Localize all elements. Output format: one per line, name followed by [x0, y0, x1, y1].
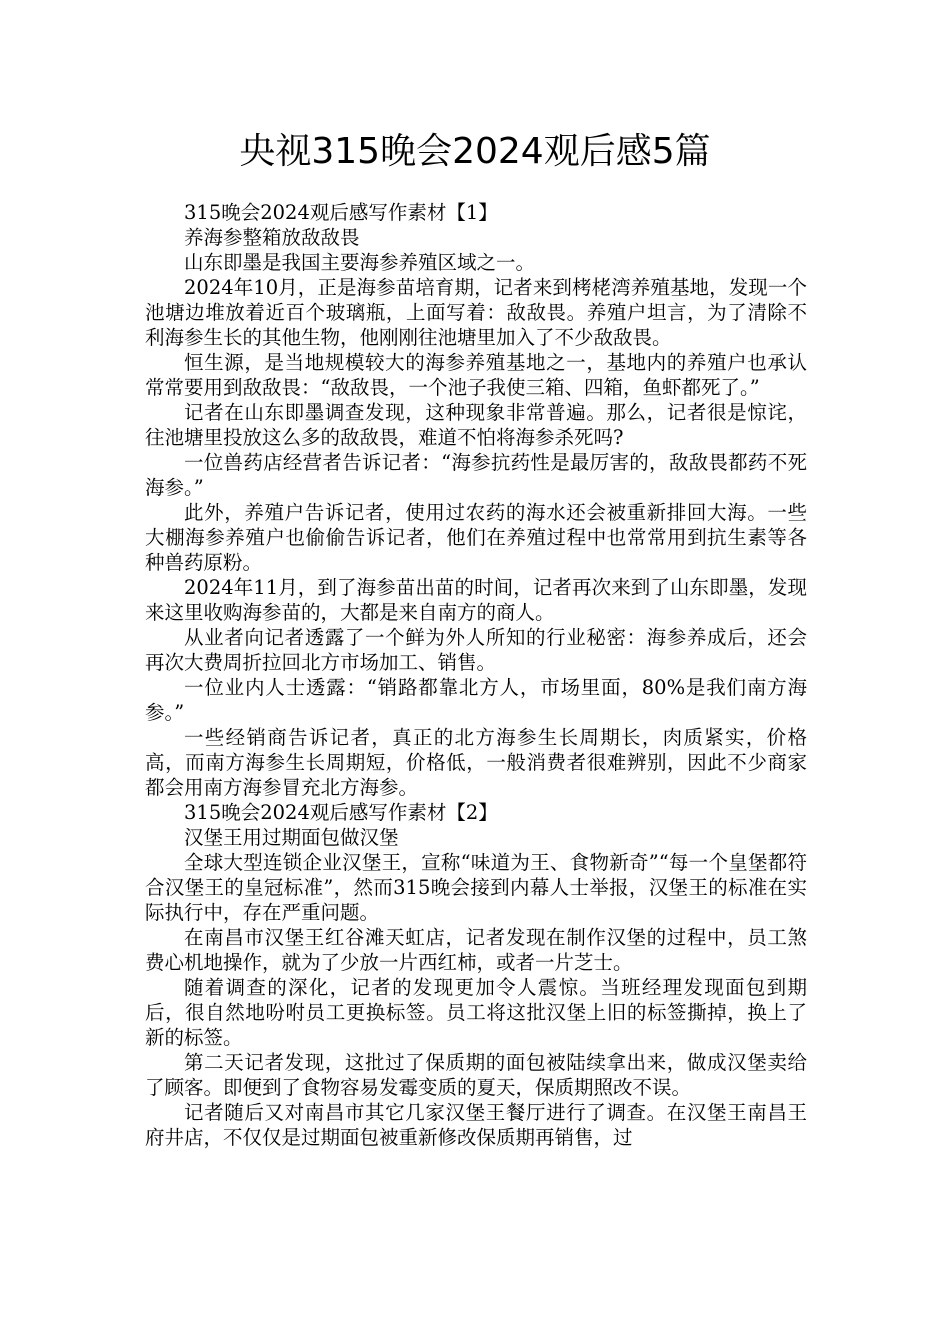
article-subtitle: 养海参整箱放敌敌畏: [184, 226, 360, 249]
paragraph: 一位兽药店经营者告诉记者：“海参抗药性是最厉害的，敌敌畏都药不死海参。”: [145, 451, 807, 499]
paragraph: 记者在山东即墨调查发现，这种现象非常普遍。那么，记者很是惊诧，往池塘里投放这么多的敌敌畏，难道不怕将海参杀死吗?: [145, 401, 807, 449]
paragraph: 山东即墨是我国主要海参养殖区域之一。: [184, 251, 536, 274]
paragraph: 全球大型连锁企业汉堡王，宣称“味道为王、食物新奇”“每一个皇堡都符合汉堡王的皇冠标准”，然而315晚会接到内幕人士举报，汉堡王的标准在实际执行中，存在严重问题。: [145, 851, 807, 924]
article-subtitle: 汉堡王用过期面包做汉堡: [184, 826, 399, 849]
paragraph: 恒生源，是当地规模较大的海参养殖基地之一，基地内的养殖户也承认常常要用到敌敌畏：“敌敌畏，一个池子我使三箱、四箱，鱼虾都死了。”: [145, 351, 807, 399]
section-heading: 315晚会2024观后感写作素材【1】: [184, 201, 498, 224]
paragraph: 2024年10月，正是海参苗培育期，记者来到栲栳湾养殖基地，发现一个池塘边堆放着近百个玻璃瓶，上面写着：敌敌畏。养殖户坦言，为了清除不利海参生长的其他生物，他刚刚往池塘里加入了不少敌敌畏。: [145, 276, 807, 349]
paragraph: 在南昌市汉堡王红谷滩天虹店，记者发现在制作汉堡的过程中，员工煞费心机地操作，就为了少放一片西红柿，或者一片芝士。: [145, 926, 807, 974]
paragraph: 一些经销商告诉记者，真正的北方海参生长周期长，肉质紧实，价格高，而南方海参生长周期短，价格低，一般消费者很难辨别，因此不少商家都会用南方海参冒充北方海参。: [145, 726, 807, 799]
paragraph: 2024年11月，到了海参苗出苗的时间，记者再次来到了山东即墨，发现来这里收购海参苗的，大都是来自南方的商人。: [145, 576, 807, 624]
paragraph: 从业者向记者透露了一个鲜为外人所知的行业秘密：海参养成后，还会再次大费周折拉回北方市场加工、销售。: [145, 626, 807, 674]
paragraph: 随着调查的深化，记者的发现更加令人震惊。当班经理发现面包到期后，很自然地吩咐员工更换标签。员工将这批汉堡上旧的标签撕掉，换上了新的标签。: [145, 976, 807, 1049]
section-heading: 315晚会2024观后感写作素材【2】: [184, 801, 498, 824]
document-title: 央视315晚会2024观后感5篇: [239, 131, 711, 172]
paragraph: 一位业内人士透露：“销路都靠北方人，市场里面，80%是我们南方海参。”: [145, 676, 807, 724]
paragraph: 记者随后又对南昌市其它几家汉堡王餐厅进行了调查。在汉堡王南昌王府井店，不仅仅是过期面包被重新修改保质期再销售，过: [145, 1101, 807, 1149]
document-body: [145, 200, 807, 1150]
paragraph: 第二天记者发现，这批过了保质期的面包被陆续拿出来，做成汉堡卖给了顾客。即便到了食物容易发霉变质的夏天，保质期照改不误。: [145, 1051, 807, 1099]
paragraph: 此外，养殖户告诉记者，使用过农药的海水还会被重新排回大海。一些大棚海参养殖户也偷偷告诉记者，他们在养殖过程中也常常用到抗生素等各种兽药原粉。: [145, 501, 807, 574]
